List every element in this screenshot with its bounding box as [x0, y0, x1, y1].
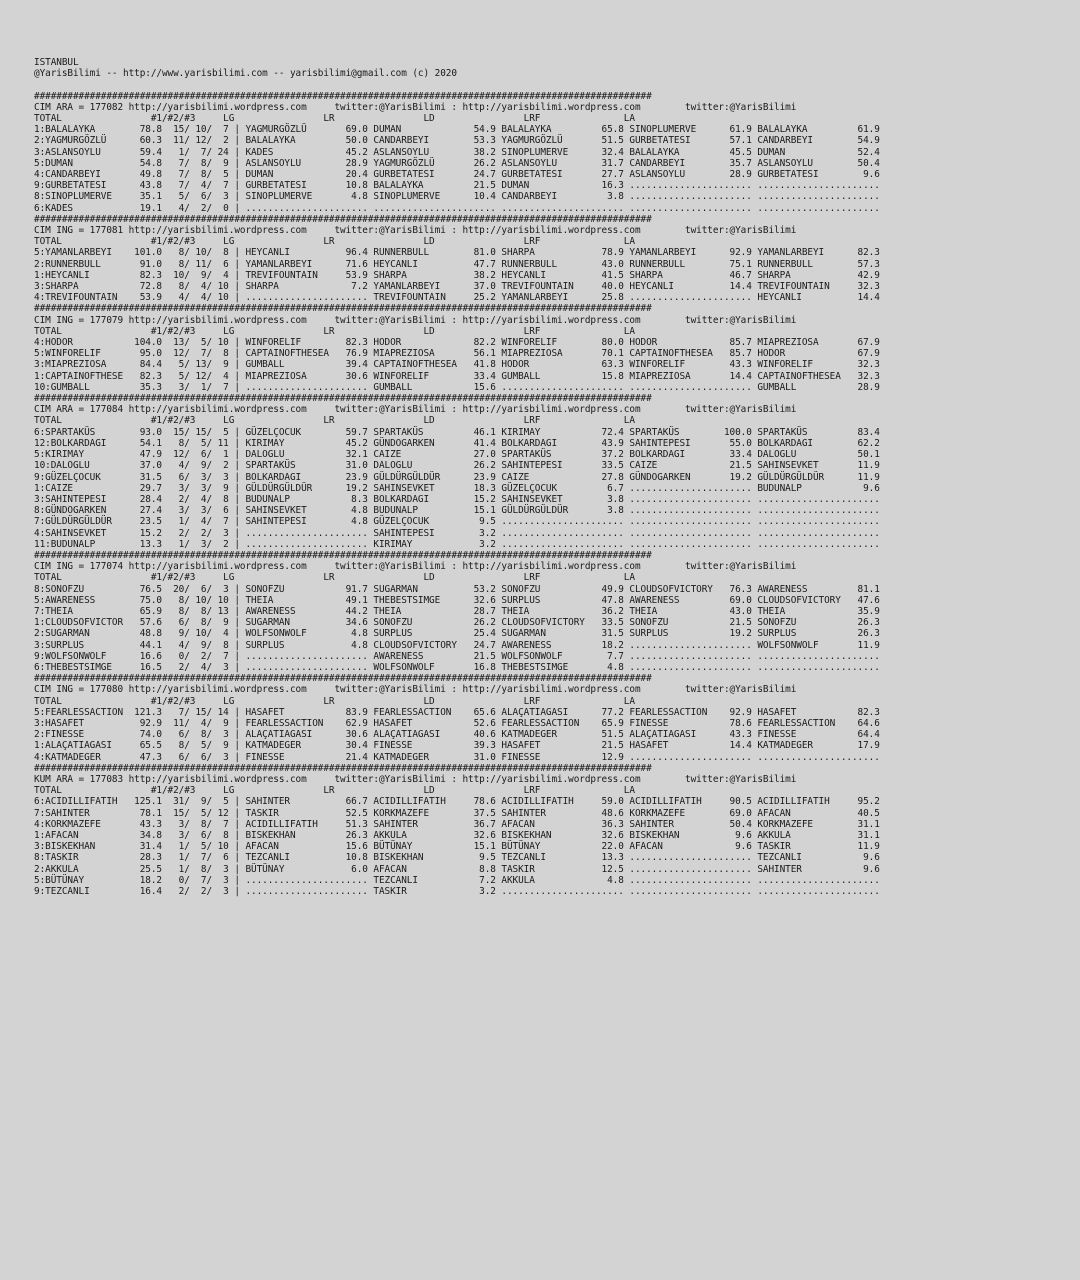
race-sections	[34, 91, 880, 898]
table-row: 8:TASKIR 28.3 1/ 7/ 6 | TEZCANLI 10.8 BISKEKHAN 9.5 TEZCANLI 13.3 ...................... TEZCANLI 9.6	[34, 852, 880, 864]
table-row: 8:SONOFZU 76.5 20/ 6/ 3 | SONOFZU 91.7 SUGARMAN 53.2 SONOFZU 49.9 CLOUDSOFVICTORY 76.3 AWARENESS 81.1	[34, 583, 880, 595]
table-row: 9:WOLFSONWOLF 16.6 0/ 2/ 7 | ...................... AWARENESS 21.5 WOLFSONWOLF 7.7 ...................... ......................	[34, 650, 880, 662]
column-headers: TOTAL #1/#2/#3 LG LR LD LRF LA	[34, 572, 635, 584]
table-row: 4:HODOR 104.0 13/ 5/ 10 | WINFORELIF 82.3 HODOR 82.2 WINFORELIF 80.0 HODOR 85.7 MIAPREZIOSA 67.9	[34, 337, 880, 349]
race-title: CIM ING = 177080 http://yarisbilimi.wordpress.com twitter:@YarisBilimi : http://yarisbilimi.wordpress.com twitter:@YarisBilimi	[34, 684, 797, 696]
table-row: 2:YAGMURGÖZLÜ 60.3 11/ 12/ 2 | BALALAYKA 50.0 CANDARBEYI 53.3 YAGMURGÖZLÜ 51.5 GURBETATESI 57.1 CANDARBEYI 54.9	[34, 135, 880, 147]
table-row: 5:KIRIMAY 47.9 12/ 6/ 1 | DALOGLU 32.1 CAIZE 27.0 SPARTAKÜS 37.2 BOLKARDAGI 33.4 DALOGLU 50.1	[34, 449, 880, 461]
column-headers: TOTAL #1/#2/#3 LG LR LD LRF LA	[34, 236, 635, 248]
table-row: 7:SAHINTER 78.1 15/ 5/ 12 | TASKIR 52.5 KORKMAZEFE 37.5 SAHINTER 48.6 KORKMAZEFE 69.0 AFACAN 40.5	[34, 807, 880, 819]
table-row: 5:WINFORELIF 95.0 12/ 7/ 8 | CAPTAINOFTHESEA 76.9 MIAPREZIOSA 56.1 MIAPREZIOSA 70.1 CAPTAINOFTHESEA 85.7 HODOR 67.9	[34, 348, 880, 360]
table-row: 5:FEARLESSACTION 121.3 7/ 15/ 14 | HASAFET 83.9 FEARLESSACTION 65.6 ALAÇATIAGASI 77.2 FEARLESSACTION 92.9 HASAFET 82.3	[34, 706, 880, 718]
race-title: CIM ING = 177074 http://yarisbilimi.wordpress.com twitter:@YarisBilimi : http://yarisbilimi.wordpress.com twitter:@YarisBilimi	[34, 561, 797, 573]
table-row: 2:SUGARMAN 48.8 9/ 10/ 4 | WOLFSONWOLF 4.8 SURPLUS 25.4 SUGARMAN 31.5 SURPLUS 19.2 SURPLUS 26.3	[34, 628, 880, 640]
table-row: 11:BUDUNALP 13.3 1/ 3/ 2 | ...................... KIRIMAY 3.2 ...................... ...................... ......................	[34, 538, 880, 550]
table-row: 10:DALOGLU 37.0 4/ 9/ 2 | SPARTAKÜS 31.0 DALOGLU 26.2 SAHINTEPESI 33.5 CAIZE 21.5 SAHINSEVKET 11.9	[34, 460, 880, 472]
table-row: 3:SHARPA 72.8 8/ 4/ 10 | SHARPA 7.2 YAMANLARBEYI 37.0 TREVIFOUNTAIN 40.0 HEYCANLI 14.4 TREVIFOUNTAIN 32.3	[34, 281, 880, 293]
table-row: 8:GÜNDOGARKEN 27.4 3/ 3/ 6 | SAHINSEVKET 4.8 BUDUNALP 15.1 GÜLDÜRGÜLDÜR 3.8 ...................... ......................	[34, 505, 880, 517]
table-row: 1:CAPTAINOFTHESE 82.3 5/ 12/ 4 | MIAPREZIOSA 30.6 WINFORELIF 33.4 GUMBALL 15.8 MIAPREZIOSA 14.4 CAPTAINOFTHESEA 32.3	[34, 370, 880, 382]
table-row: 5:AWARENESS 75.0 8/ 10/ 10 | THEIA 49.1 THEBESTSIMGE 32.6 SURPLUS 47.8 AWARENESS 69.0 CLOUDSOFVICTORY 47.6	[34, 594, 880, 606]
table-row: 4:TREVIFOUNTAIN 53.9 4/ 4/ 10 | ...................... TREVIFOUNTAIN 25.2 YAMANLARBEYI 25.8 ...................... HEYCANLI 14.4	[34, 292, 880, 304]
race-title: CIM ING = 177079 http://yarisbilimi.wordpress.com twitter:@YarisBilimi : http://yarisbilimi.wordpress.com twitter:@YarisBilimi	[34, 314, 797, 326]
table-row: 1:AFACAN 34.8 3/ 6/ 8 | BISKEKHAN 26.3 AKKULA 32.6 BISKEKHAN 32.6 BISKEKHAN 9.6 AKKULA 31.1	[34, 830, 880, 841]
table-row: 6:THEBESTSIMGE 16.5 2/ 4/ 3 | ...................... WOLFSONWOLF 16.8 THEBESTSIMGE 4.8 ...................... ......................	[34, 661, 880, 673]
section-separator: ###############################################################################################################	[34, 762, 652, 774]
column-headers: TOTAL #1/#2/#3 LG LR LD LRF LA	[34, 785, 635, 797]
table-row: 2:FINESSE 74.0 6/ 8/ 3 | ALAÇATIAGASI 30.6 ALAÇATIAGASI 40.6 KATMADEGER 51.5 ALAÇATIAGASI 43.3 FINESSE 64.4	[34, 729, 880, 741]
section-separator: ###############################################################################################################	[34, 303, 652, 315]
table-row: 5:DUMAN 54.8 7/ 8/ 9 | ASLANSOYLU 28.9 YAGMURGÖZLÜ 26.2 ASLANSOYLU 31.7 CANDARBEYI 35.7 ASLANSOYLU 50.4	[34, 157, 880, 169]
table-row: 9:GÜZELÇOCUK 31.5 6/ 3/ 3 | BOLKARDAGI 23.9 GÜLDÜRGÜLDÜR 23.9 CAIZE 27.8 GÜNDOGARKEN 19.2 GÜLDÜRGÜLDÜR 11.9	[34, 471, 880, 483]
table-row: 2:AKKULA 25.5 1/ 8/ 3 | BÜTÜNAY 6.0 AFACAN 8.8 TASKIR 12.5 ...................... SAHINTER 9.6	[34, 863, 880, 875]
table-row: 9:GURBETATESI 43.8 7/ 4/ 7 | GURBETATESI 10.8 BALALAYKA 21.5 DUMAN 16.3 ...................... ......................	[34, 180, 880, 192]
column-headers: TOTAL #1/#2/#3 LG LR LD LRF LA	[34, 113, 635, 124]
table-row: 3:SAHINTEPESI 28.4 2/ 4/ 8 | BUDUNALP 8.3 BOLKARDAGI 15.2 SAHINSEVKET 3.8 ...................... ......................	[34, 493, 880, 505]
table-row: 1:CLOUDSOFVICTOR 57.6 6/ 8/ 9 | SUGARMAN 34.6 SONOFZU 26.2 CLOUDSOFVICTORY 33.5 SONOFZU 21.5 SONOFZU 26.3	[34, 617, 880, 629]
table-row: 1:ALAÇATIAGASI 65.5 8/ 5/ 9 | KATMADEGER 30.4 FINESSE 39.3 HASAFET 21.5 HASAFET 14.4 KATMADEGER 17.9	[34, 740, 880, 752]
table-row: 6:ACIDILLIFATIH 125.1 31/ 9/ 5 | SAHINTER 66.7 ACIDILLIFATIH 78.6 ACIDILLIFATIH 59.0 ACIDILLIFATIH 90.5 ACIDILLIFATIH 95.2	[34, 796, 880, 808]
race-title: KUM ARA = 177083 http://yarisbilimi.wordpress.com twitter:@YarisBilimi : http://yarisbilimi.wordpress.com twitter:@YarisBilimi	[34, 773, 797, 785]
column-headers: TOTAL #1/#2/#3 LG LR LD LRF LA	[34, 695, 635, 707]
table-row: 3:BISKEKHAN 31.4 1/ 5/ 10 | AFACAN 15.6 BÜTÜNAY 15.1 BÜTÜNAY 22.0 AFACAN 9.6 TASKIR 11.9	[34, 841, 880, 853]
table-row: 8:SINOPLUMERVE 35.1 5/ 6/ 3 | SINOPLUMERVE 4.8 SINOPLUMERVE 10.4 CANDARBEYI 3.8 ...................... ......................	[34, 191, 880, 203]
credits-line: @YarisBilimi -- http://www.yarisbilimi.com -- yarisbilimi@gmail.com (c) 2020	[34, 68, 457, 80]
section-separator: ###############################################################################################################	[34, 549, 652, 561]
blank-line	[34, 79, 880, 90]
table-row: 4:CANDARBEYI 49.8 7/ 8/ 5 | DUMAN 20.4 GURBETATESI 24.7 GURBETATESI 27.7 ASLANSOYLU 28.9 GURBETATESI 9.6	[34, 169, 880, 181]
table-row: 3:SURPLUS 44.1 4/ 9/ 8 | SURPLUS 4.8 CLOUDSOFVICTORY 24.7 AWARENESS 18.2 ...................... WOLFSONWOLF 11.9	[34, 639, 880, 651]
table-row: 1:CAIZE 29.7 3/ 3/ 9 | GÜLDÜRGÜLDÜR 19.2 SAHINSEVKET 18.3 GÜZELÇOCUK 6.7 ...................... BUDUNALP 9.6	[34, 482, 880, 494]
table-row: 7:THEIA 65.9 8/ 8/ 13 | AWARENESS 44.2 THEIA 28.7 THEIA 36.2 THEIA 43.0 THEIA 35.9	[34, 605, 880, 617]
section-separator: ###############################################################################################################	[34, 213, 652, 225]
table-row: 10:GUMBALL 35.3 3/ 1/ 7 | ...................... GUMBALL 15.6 ...................... ...................... GUMBALL 28.9	[34, 381, 880, 393]
section-separator: ###############################################################################################################	[34, 90, 652, 102]
table-row: 3:HASAFET 92.9 11/ 4/ 9 | FEARLESSACTION 62.9 HASAFET 52.6 FEARLESSACTION 65.9 FINESSE 78.6 FEARLESSACTION 64.6	[34, 717, 880, 729]
table-row: 2:RUNNERBULL 91.0 8/ 11/ 6 | YAMANLARBEYI 71.6 HEYCANLI 47.7 RUNNERBULL 43.0 RUNNERBULL 75.1 RUNNERBULL 57.3	[34, 258, 880, 270]
results-document	[34, 57, 880, 897]
table-row: 4:SAHINSEVKET 15.2 2/ 2/ 3 | ...................... SAHINTEPESI 3.2 ...................... ...................... ......................	[34, 527, 880, 539]
table-row: 4:KORKMAZEFE 43.3 3/ 8/ 7 | ACIDILLIFATIH 51.3 SAHINTER 36.7 AFACAN 36.3 SAHINTER 50.4 KORKMAZEFE 31.1	[34, 818, 880, 830]
table-row: 7:GÜLDÜRGÜLDÜR 23.5 1/ 4/ 7 | SAHINTEPESI 4.8 GÜZELÇOCUK 9.5 ...................... ...................... ......................	[34, 516, 880, 528]
table-row: 3:ASLANSOYLU 59.4 1/ 7/ 24 | KADES 45.2 ASLANSOYLU 38.2 SINOPLUMERVE 32.4 BALALAYKA 45.5 DUMAN 52.4	[34, 146, 880, 158]
table-row: 3:MIAPREZIOSA 84.4 5/ 13/ 9 | GUMBALL 39.4 CAPTAINOFTHESEA 41.8 HODOR 63.3 WINFORELIF 43.3 WINFORELIF 32.3	[34, 359, 880, 371]
table-row: 1:BALALAYKA 78.8 15/ 10/ 7 | YAGMURGÖZLÜ 69.0 DUMAN 54.9 BALALAYKA 65.8 SINOPLUMERVE 61.9 BALALAYKA 61.9	[34, 124, 880, 136]
table-row: 5:BÜTÜNAY 18.2 0/ 7/ 3 | ...................... TEZCANLI 7.2 AKKULA 4.8 ...................... ......................	[34, 874, 880, 886]
column-headers: TOTAL #1/#2/#3 LG LR LD LRF LA	[34, 415, 635, 427]
table-row: 12:BOLKARDAGI 54.1 8/ 5/ 11 | KIRIMAY 45.2 GÜNDOGARKEN 41.4 BOLKARDAGI 43.9 SAHINTEPESI 55.0 BOLKARDAGI 62.2	[34, 437, 880, 449]
section-separator: ###############################################################################################################	[34, 673, 652, 685]
race-title: CIM ARA = 177084 http://yarisbilimi.wordpress.com twitter:@YarisBilimi : http://yarisbilimi.wordpress.com twitter:@YarisBilimi	[34, 404, 797, 416]
column-headers: TOTAL #1/#2/#3 LG LR LD LRF LA	[34, 325, 635, 337]
table-row: 5:YAMANLARBEYI 101.0 8/ 10/ 8 | HEYCANLI 96.4 RUNNERBULL 81.0 SHARPA 78.9 YAMANLARBEYI 92.9 YAMANLARBEYI 82.3	[34, 247, 880, 259]
table-row: 9:TEZCANLI 16.4 2/ 2/ 3 | ...................... TASKIR 3.2 ...................... ...................... ......................	[34, 886, 880, 898]
table-row: 6:SPARTAKÜS 93.0 15/ 15/ 5 | GÜZELÇOCUK 59.7 SPARTAKÜS 46.1 KIRIMAY 72.4 SPARTAKÜS 100.0 SPARTAKÜS 83.4	[34, 426, 880, 438]
table-row: 1:HEYCANLI 82.3 10/ 9/ 4 | TREVIFOUNTAIN 53.9 SHARPA 38.2 HEYCANLI 41.5 SHARPA 46.7 SHARPA 42.9	[34, 269, 880, 281]
table-row: 4:KATMADEGER 47.3 6/ 6/ 3 | FINESSE 21.4 KATMADEGER 31.0 FINESSE 12.9 ...................... ......................	[34, 751, 880, 763]
race-title: CIM ARA = 177082 http://yarisbilimi.wordpress.com twitter:@YarisBilimi : http://yarisbilimi.wordpress.com twitter:@YarisBilimi	[34, 101, 797, 113]
section-separator: ###############################################################################################################	[34, 393, 652, 405]
city-title: ISTANBUL	[34, 57, 79, 68]
table-row: 6:KADES 19.1 4/ 2/ 0 | ...................... ...................... ...................... ...................... ......................	[34, 202, 880, 214]
race-title: CIM ING = 177081 http://yarisbilimi.wordpress.com twitter:@YarisBilimi : http://yarisbilimi.wordpress.com twitter:@YarisBilimi	[34, 225, 797, 237]
